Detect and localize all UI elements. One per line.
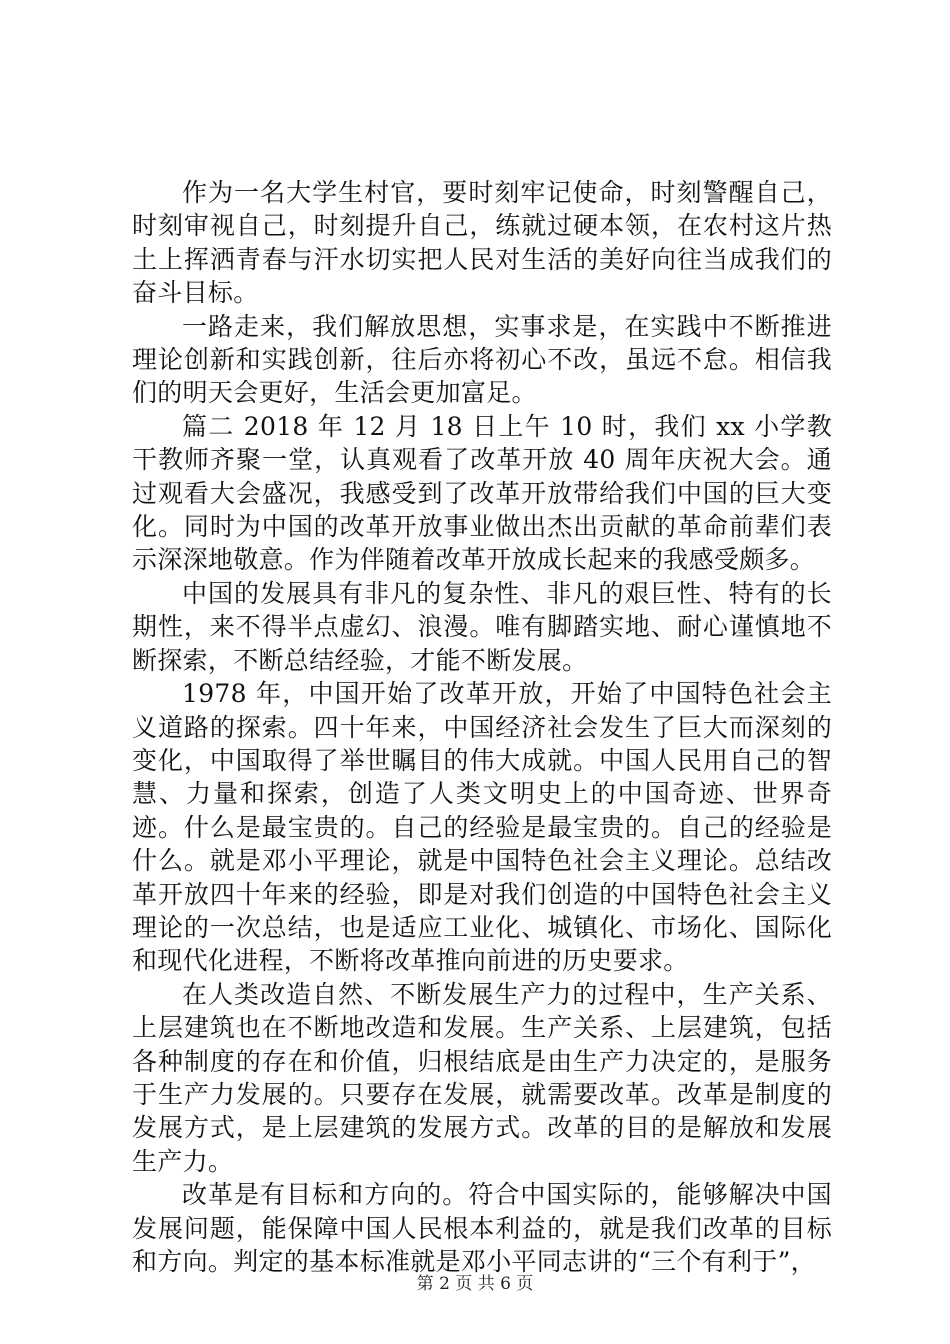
document-body	[132, 176, 832, 1278]
paragraph: 一路走来，我们解放思想，实事求是，在实践中不断推进理论创新和实践创新，往后亦将初心不改，虽远不怠。相信我们的明天会更好，生活会更加富足。	[132, 311, 832, 408]
paragraph: 1978 年，中国开始了改革开放，开始了中国特色社会主义道路的探索。四十年来，中国经济社会发生了巨大而深刻的变化，中国取得了举世瞩目的伟大成就。中国人民用自己的智慧、力量和探索，创造了人类文明史上的中国奇迹、世界奇迹。什么是最宝贵的。自己的经验是最宝贵的。自己的经验是什么。就是邓小平理论，就是中国特色社会主义理论。总结改革开放四十年来的经验，即是对我们创造的中国特色社会主义理论的一次总结，也是适应工业化、城镇化、市场化、国际化和现代化进程，不断将改革推向前进的历史要求。	[132, 679, 832, 976]
paragraph: 在人类改造自然、不断发展生产力的过程中，生产关系、上层建筑也在不断地改造和发展。生产关系、上层建筑，包括各种制度的存在和价值，归根结底是由生产力决定的，是服务于生产力发展的。只要存在发展，就需要改革。改革是制度的发展方式，是上层建筑的发展方式。改革的目的是解放和发展生产力。	[132, 979, 832, 1176]
page-number-footer: 第 2 页 共 6 页	[416, 1274, 534, 1294]
paragraph: 篇二 2018 年 12 月 18 日上午 10 时，我们 xx 小学教干教师齐聚一堂，认真观看了改革开放 40 周年庆祝大会。通过观看大会盛况，我感受到了改革开放带给我们中国的巨大变化。同时为中国的改革开放事业做出杰出贡献的革命前辈们表示深深地敬意。作为伴随着改革开放成长起来的我感受颇多。	[132, 411, 832, 575]
paragraph: 中国的发展具有非凡的复杂性、非凡的艰巨性、特有的长期性，来不得半点虚幻、浪漫。唯有脚踏实地、耐心谨慎地不断探索，不断总结经验，才能不断发展。	[132, 578, 832, 675]
paragraph: 改革是有目标和方向的。符合中国实际的，能够解决中国发展问题，能保障中国人民根本利益的，就是我们改革的目标和方向。判定的基本标准就是邓小平同志讲的“三个有利于”，	[132, 1180, 832, 1276]
paragraph: 作为一名大学生村官，要时刻牢记使命，时刻警醒自己，时刻审视自己，时刻提升自己，练就过硬本领，在农村这片热土上挥洒青春与汗水切实把人民对生活的美好向往当成我们的奋斗目标。	[132, 178, 832, 308]
